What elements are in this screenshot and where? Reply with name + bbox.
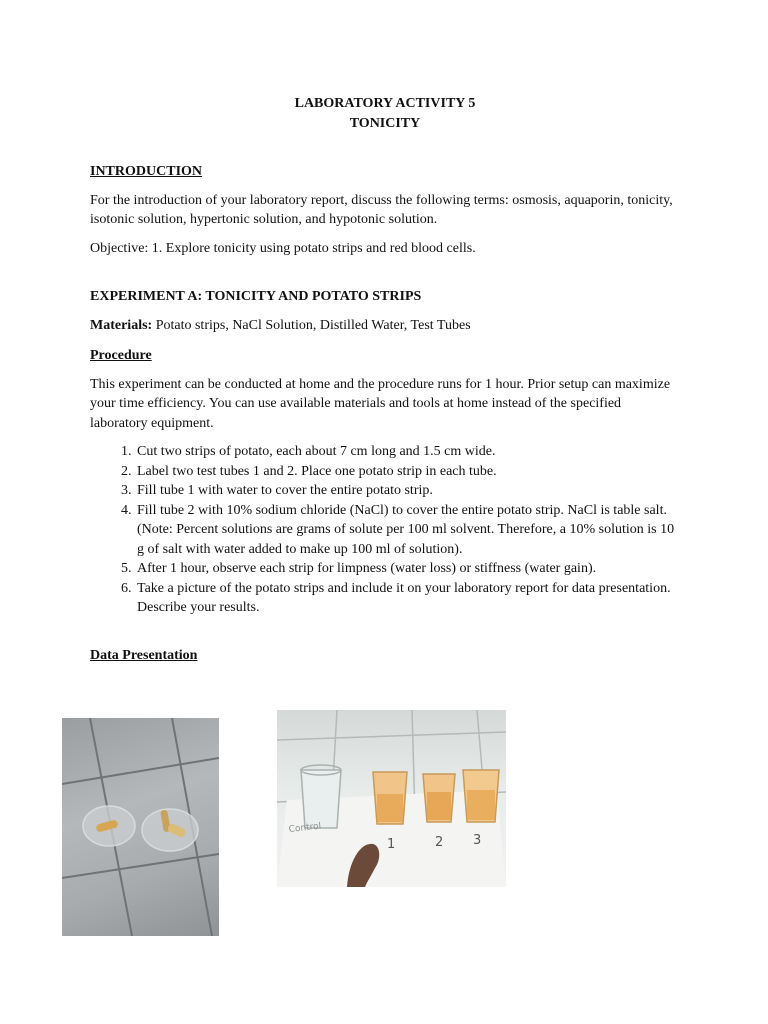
document-page [90, 94, 680, 665]
procedure-intro: This experiment can be conducted at home and the procedure runs for 1 hour. Prior setup can maximize your time efficiency. You can use available materials and tools at home instead of the specified laboratory equipment. [90, 376, 671, 431]
procedure-step: 2. Label two test tubes 1 and 2. Place one potato strip in each tube. [135, 462, 680, 482]
procedure-steps [90, 442, 680, 618]
procedure-step: 1. Cut two strips of potato, each about 7 cm long and 1.5 cm wide. [135, 442, 680, 462]
potato-strips-photo [62, 718, 219, 936]
experiment-a-heading: EXPERIMENT A: TONICITY AND POTATO STRIPS [90, 289, 422, 304]
procedure-step: 4. Fill tube 2 with 10% sodium chloride (NaCl) to cover the entire potato strip. NaCl is table salt. (Note: Percent solutions are grams of solute per 100 ml solvent. Therefore, a 10% solution is 10 g of salt with water added to make up 100 ml of solution). [135, 501, 680, 560]
procedure-heading: Procedure [90, 348, 152, 363]
data-presentation-heading: Data Presentation [90, 647, 198, 663]
materials-label: Materials: [90, 317, 153, 333]
cup-label-1: 1 [387, 837, 396, 852]
materials-text: Potato strips, NaCl Solution, Distilled Water, Test Tubes [152, 317, 471, 333]
title-line-2: TONICITY [349, 116, 421, 131]
cups-setup-illustration [277, 710, 506, 887]
cups-setup-photo [277, 710, 506, 887]
cup-label-3: 3 [473, 833, 482, 848]
cup-label-2: 2 [435, 835, 444, 850]
potato-strips-illustration [62, 718, 219, 936]
procedure-step: 5. After 1 hour, observe each strip for limpness (water loss) or stiffness (water gain). [135, 559, 680, 579]
title-line-1: LABORATORY ACTIVITY 5 [294, 96, 476, 111]
introduction-heading: INTRODUCTION [90, 164, 203, 179]
materials-line [90, 316, 680, 336]
procedure-step: 3. Fill tube 1 with water to cover the entire potato strip. [135, 481, 680, 501]
objective-text: Objective: 1. Explore tonicity using potato strips and red blood cells. [90, 240, 476, 256]
introduction-body: For the introduction of your laboratory report, discuss the following terms: osmosis, aquaporin, tonicity, isotonic solution, hypertonic solution, and hypotonic solution. [90, 192, 673, 227]
control-cup-label: Control [288, 821, 322, 835]
procedure-step: 6. Take a picture of the potato strips and include it on your laboratory report for data presentation. Describe your results. [135, 579, 680, 618]
